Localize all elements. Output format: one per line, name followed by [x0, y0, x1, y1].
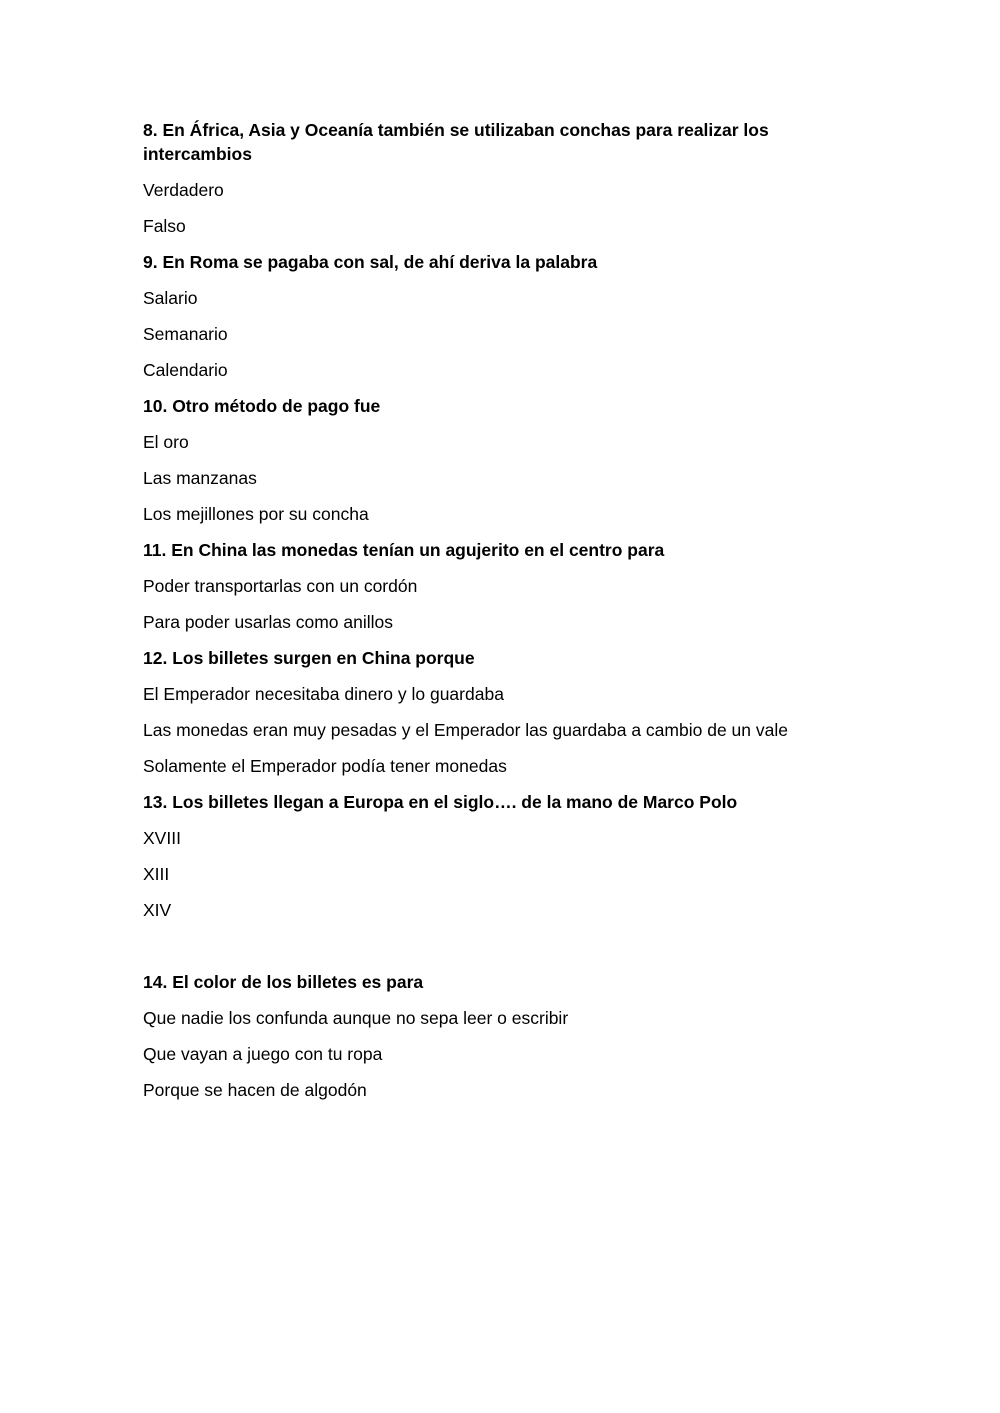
question-8-option-1[interactable]: Verdadero [143, 180, 224, 200]
question-9: 9. En Roma se pagaba con sal, de ahí deriva la palabra [143, 252, 598, 272]
question-13-option-2[interactable]: XIII [143, 864, 170, 884]
question-11-option-1[interactable]: Poder transportarlas con un cordón [143, 576, 418, 596]
question-13: 13. Los billetes llegan a Europa en el siglo…. de la mano de Marco Polo [143, 792, 738, 812]
question-9-option-2[interactable]: Semanario [143, 324, 228, 344]
question-13-option-3[interactable]: XIV [143, 900, 172, 920]
question-8-option-2[interactable]: Falso [143, 216, 186, 236]
question-12-option-1[interactable]: El Emperador necesitaba dinero y lo guardaba [143, 684, 504, 704]
question-12: 12. Los billetes surgen en China porque [143, 648, 475, 668]
question-13-option-1[interactable]: XVIII [143, 828, 181, 848]
question-14-option-3[interactable]: Porque se hacen de algodón [143, 1080, 367, 1100]
question-10: 10. Otro método de pago fue [143, 396, 381, 416]
question-9-option-3[interactable]: Calendario [143, 360, 228, 380]
question-10-option-2[interactable]: Las manzanas [143, 468, 257, 488]
question-14-option-2[interactable]: Que vayan a juego con tu ropa [143, 1044, 383, 1064]
question-10-option-3[interactable]: Los mejillones por su concha [143, 504, 369, 524]
question-14-option-1[interactable]: Que nadie los confunda aunque no sepa leer o escribir [143, 1008, 569, 1028]
question-9-option-1[interactable]: Salario [143, 288, 198, 308]
question-11: 11. En China las monedas tenían un agujerito en el centro para [143, 540, 665, 560]
question-11-option-2[interactable]: Para poder usarlas como anillos [143, 612, 393, 632]
question-12-option-2[interactable]: Las monedas eran muy pesadas y el Emperador las guardaba a cambio de un vale [143, 720, 788, 740]
question-10-option-1[interactable]: El oro [143, 432, 189, 452]
question-list [143, 118, 843, 1114]
question-12-option-3[interactable]: Solamente el Emperador podía tener monedas [143, 756, 507, 776]
question-14: 14. El color de los billetes es para [143, 972, 424, 992]
blank-line [143, 934, 843, 970]
question-8: 8. En África, Asia y Oceanía también se utilizaban conchas para realizar los intercambios [143, 120, 769, 164]
